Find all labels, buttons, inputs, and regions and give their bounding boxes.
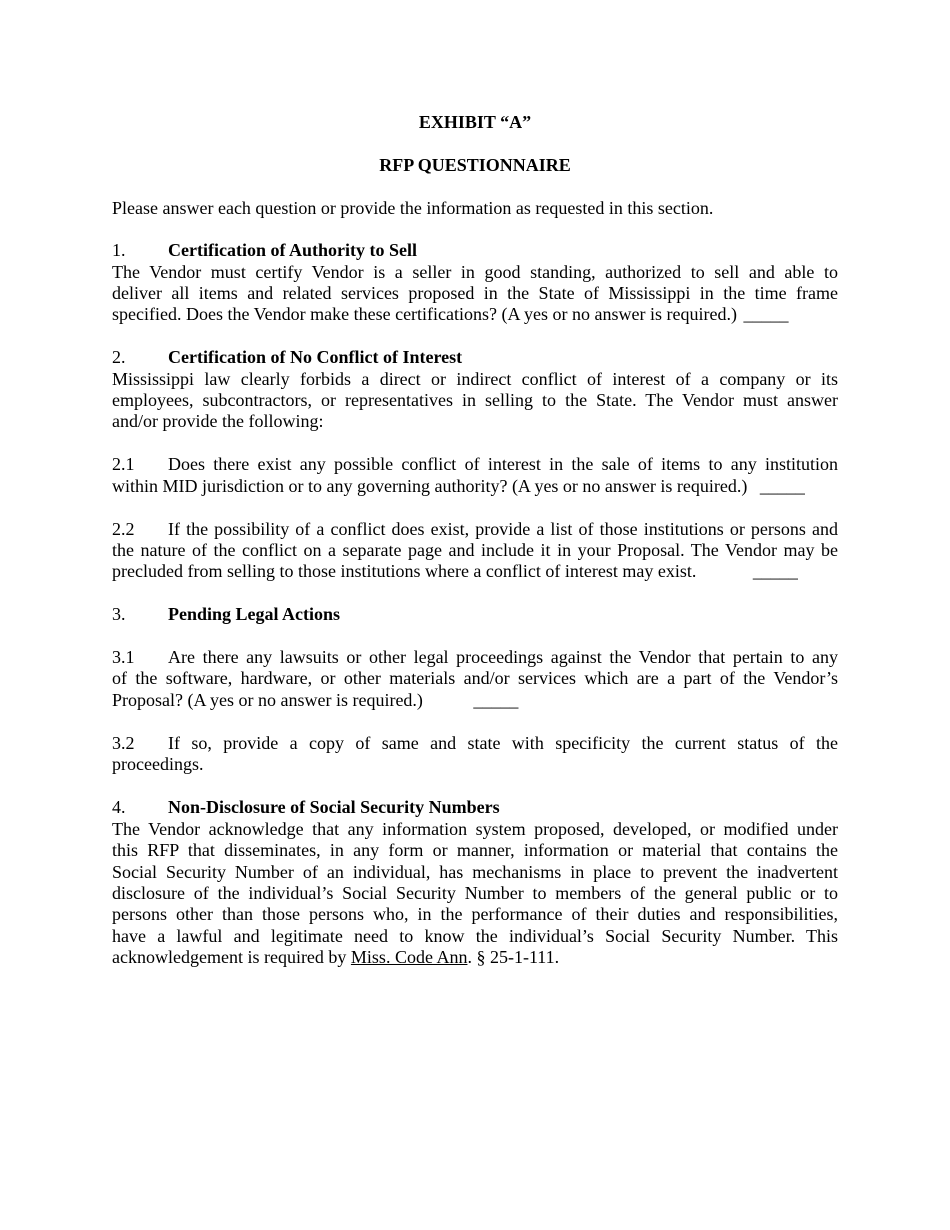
section-4-last-prefix: acknowledgement is required by — [112, 947, 351, 967]
section-2-1-text: Does there exist any possible conflict of interest in the sale of items to any institution — [168, 454, 838, 474]
legal-citation: Miss. Code Ann — [350, 947, 468, 967]
section-1-line-3 — [112, 304, 838, 325]
section-3-header — [112, 604, 838, 625]
section-4-line-3: Social Security Number of an individual, has mechanisms in place to prevent the inadvertent — [112, 862, 838, 882]
section-3-2-line-2: proceedings. — [112, 754, 204, 774]
section-3-1-text: Are there any lawsuits or other legal proceedings against the Vendor that pertain to any — [168, 647, 838, 667]
intro-text: Please answer each question or provide the information as requested in this section. — [112, 198, 714, 218]
section-2-heading: Certification of No Conflict of Interest — [168, 347, 463, 367]
section-1-number: 1. — [112, 240, 126, 260]
section-2-1-line-1 — [112, 454, 838, 475]
section-3-1-answer-blank[interactable]: _____ — [473, 690, 519, 710]
section-2-2-line-3 — [112, 561, 838, 582]
section-2-2-answer-blank[interactable]: _____ — [752, 561, 798, 581]
section-2-1-answer-blank[interactable]: _____ — [759, 476, 805, 496]
section-4-header — [112, 797, 838, 818]
section-3-2-number: 3.2 — [112, 733, 135, 753]
section-4-line-1: The Vendor acknowledge that any information system proposed, developed, or modified under — [112, 819, 838, 839]
section-2-2-question: precluded from selling to those institutions where a conflict of interest may exist. — [112, 561, 697, 581]
section-2-1-line-2 — [112, 476, 838, 497]
section-2-2-line-2: the nature of the conflict on a separate page and include it in your Proposal. The Vendor may be — [112, 540, 838, 560]
exhibit-title: EXHIBIT “A” — [418, 112, 532, 132]
section-2-2-number: 2.2 — [112, 519, 135, 539]
section-2-2-line-1 — [112, 519, 838, 540]
section-3-2-text: If so, provide a copy of same and state with specificity the current status of the — [168, 733, 838, 753]
section-2-2-text: If the possibility of a conflict does exist, provide a list of those institutions or persons and — [168, 519, 838, 539]
section-1-header — [112, 240, 838, 261]
section-3-1-line-2: of the software, hardware, or other materials and/or services which are a part of the Vendor’s — [112, 668, 838, 688]
section-1-line-2: deliver all items and related services proposed in the State of Mississippi in the time frame — [112, 283, 838, 303]
section-2-number: 2. — [112, 347, 126, 367]
section-3-1-number: 3.1 — [112, 647, 135, 667]
section-4-line-7 — [112, 947, 838, 968]
section-1-line-1: The Vendor must certify Vendor is a seller in good standing, authorized to sell and able to — [112, 262, 838, 282]
section-1-question: specified. Does the Vendor make these certifications? (A yes or no answer is required.) — [112, 304, 737, 324]
section-2-header — [112, 347, 838, 368]
section-4-heading: Non-Disclosure of Social Security Numbers — [168, 797, 500, 817]
section-1-answer-blank[interactable]: _____ — [743, 304, 789, 324]
section-4-line-4: disclosure of the individual’s Social Security Number to members of the general public or to — [112, 883, 838, 903]
section-3-number: 3. — [112, 604, 126, 624]
section-4-last-suffix: . § 25-1-111. — [467, 947, 560, 967]
section-3-1-line-1 — [112, 647, 838, 668]
section-4-line-6: have a lawful and legitimate need to know the individual’s Social Security Number. This — [112, 926, 838, 946]
section-4-line-2: this RFP that disseminates, in any form or manner, information or material that contains the — [112, 840, 838, 860]
section-3-1-question: Proposal? (A yes or no answer is required.) — [112, 690, 423, 710]
section-3-2-line-1 — [112, 733, 838, 754]
section-2-line-3: and/or provide the following: — [112, 411, 324, 431]
section-2-line-1: Mississippi law clearly forbids a direct or indirect conflict of interest of a company or its — [112, 369, 838, 389]
section-4-line-5: persons other than those persons who, in the performance of their duties and responsibilities, — [112, 904, 838, 924]
section-4-number: 4. — [112, 797, 126, 817]
section-2-line-2: employees, subcontractors, or representatives in selling to the State. The Vendor must answer — [112, 390, 838, 410]
section-2-1-question: within MID jurisdiction or to any governing authority? (A yes or no answer is required.) — [112, 476, 748, 496]
section-1-heading: Certification of Authority to Sell — [168, 240, 417, 260]
section-2-1-number: 2.1 — [112, 454, 135, 474]
questionnaire-title: RFP QUESTIONNAIRE — [379, 155, 571, 175]
section-3-heading: Pending Legal Actions — [168, 604, 341, 624]
section-3-1-line-3 — [112, 690, 838, 711]
